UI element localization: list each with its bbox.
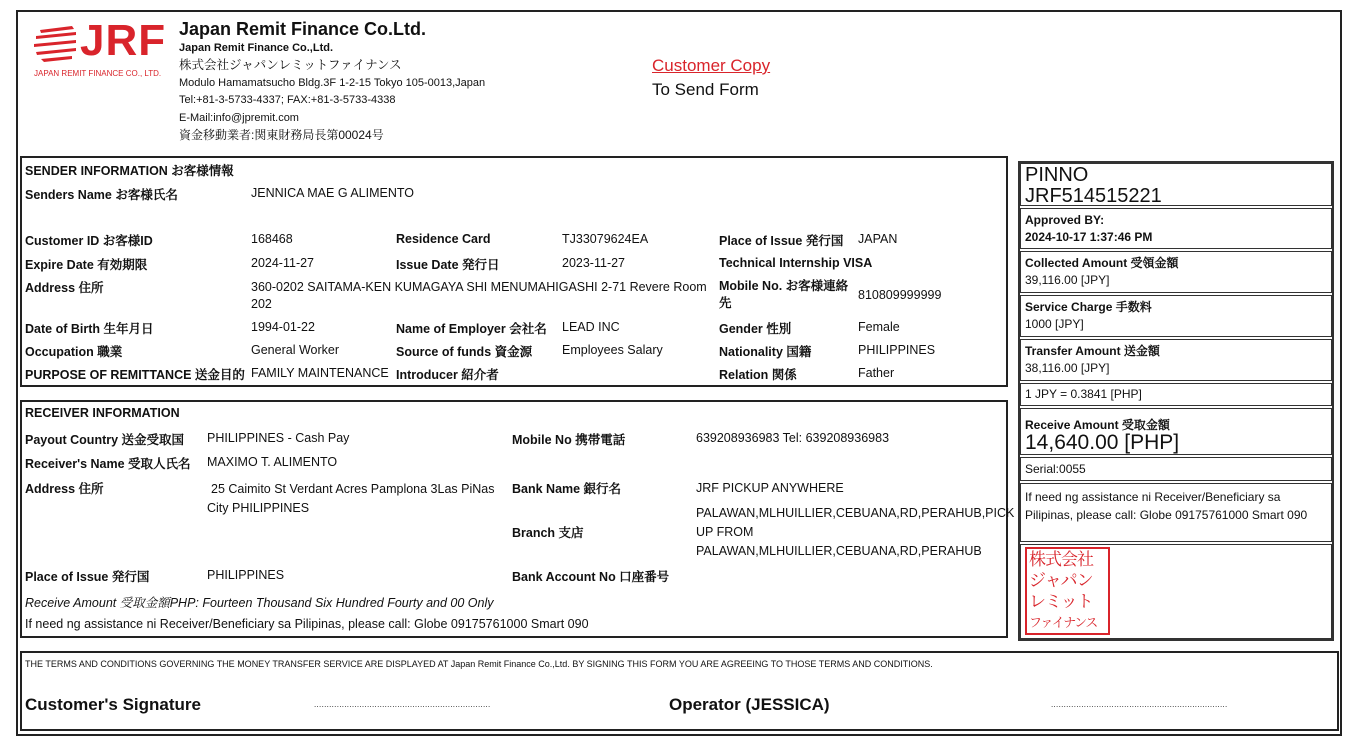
- employer-value: LEAD INC: [562, 320, 620, 334]
- service-value: 1000 [JPY]: [1025, 317, 1084, 331]
- funds-label: Source of funds 資金源: [396, 345, 533, 359]
- transfer-cell: [1020, 339, 1332, 381]
- nationality-label: Nationality 国籍: [719, 345, 812, 359]
- payout-country-label: Payout Country 送金受取国: [25, 433, 185, 447]
- collected-value: 39,116.00 [JPY]: [1025, 273, 1110, 287]
- company-seal-stamp: [1025, 547, 1110, 635]
- issue-date-value: 2023-11-27: [562, 256, 626, 270]
- summary-assist-cell: [1020, 483, 1332, 542]
- purpose-label: PURPOSE OF REMITTANCE 送金目的: [25, 368, 245, 382]
- relation-value: Father: [858, 366, 895, 380]
- company-license: 資金移動業者:関東財務局長第00024号: [179, 128, 384, 142]
- customer-id-value: 168468: [251, 232, 293, 246]
- receive-cell: [1020, 408, 1332, 455]
- receive-value: 14,640.00 [PHP]: [1025, 431, 1180, 454]
- gender-value: Female: [858, 320, 900, 334]
- dob-label: Date of Birth 生年月日: [25, 322, 154, 336]
- pinno-cell: [1020, 163, 1332, 206]
- transfer-value: 38,116.00 [JPY]: [1025, 361, 1110, 375]
- receiver-section-title: RECEIVER INFORMATION: [25, 406, 180, 420]
- sender-section-title: SENDER INFORMATION お客様情報: [25, 164, 234, 178]
- receiver-place-issue-value: PHILIPPINES: [207, 568, 285, 582]
- receiver-address-label: Address 住所: [25, 482, 104, 496]
- terms-text: THE TERMS AND CONDITIONS GOVERNING THE MONEY TRANSFER SERVICE ARE DISPLAYED AT Japan Remit Finance Co.,Ltd. BY SIGNING THIS FORM YOU ARE AGREEING TO THOSE TERMS AND CONDITIONS.: [25, 659, 933, 669]
- form-title: To Send Form: [652, 80, 759, 99]
- sender-name-label: Senders Name お客様氏名: [25, 188, 178, 202]
- sender-name-value: JENNICA MAE G ALIMENTO: [251, 186, 415, 200]
- summary-assist-note: If need ng assistance ni Receiver/Beneficiary sa Pilipinas, please call: Globe 09175761000 Smart 090: [1025, 490, 1308, 522]
- gender-label: Gender 性別: [719, 322, 792, 336]
- exchange-rate: 1 JPY = 0.3841 [PHP]: [1025, 387, 1142, 401]
- customer-signature-label: Customer's Signature: [25, 695, 201, 714]
- visa-label: Technical Internship VISA: [719, 256, 873, 270]
- bank-name-value: JRF PICKUP ANYWHERE: [696, 481, 844, 495]
- sender-place-issue-label: Place of Issue 発行国: [719, 234, 844, 248]
- sender-address-label: Address 住所: [25, 281, 104, 295]
- receiver-name-label: Receiver's Name 受取人氏名: [25, 457, 191, 471]
- purpose-value: FAMILY MAINTENANCE: [251, 366, 389, 380]
- dob-value: 1994-01-22: [251, 320, 315, 334]
- payout-country-value: PHILIPPINES - Cash Pay: [207, 431, 350, 445]
- approved-cell: [1020, 208, 1332, 249]
- sunburst-icon: [32, 22, 78, 64]
- operator-signature-label: Operator (JESSICA): [669, 695, 830, 714]
- receiver-mobile-label: Mobile No 携帯電話: [512, 433, 626, 447]
- collected-label: Collected Amount 受領金額: [1025, 256, 1179, 270]
- amount-in-words: Receive Amount 受取金額PHP: Fourteen Thousand Six Hundred Fourty and 00 Only: [25, 596, 494, 610]
- receiver-name-value: MAXIMO T. ALIMENTO: [207, 455, 338, 469]
- branch-value: PALAWAN,MLHUILLIER,CEBUANA,RD,PERAHUB,PICK UP FROM PALAWAN,MLHUILLIER,CEBUANA,RD,PERAHUB: [696, 506, 1015, 558]
- sender-mobile-label: Mobile No. お客様連絡先: [719, 279, 849, 310]
- transfer-label: Transfer Amount 送金額: [1025, 344, 1160, 358]
- company-name: Japan Remit Finance Co.Ltd.: [179, 19, 427, 39]
- logo-subtitle: JAPAN REMIT FINANCE CO., LTD.: [34, 69, 162, 78]
- company-phone: Tel:+81-3-5733-4337; FAX:+81-3-5733-4338: [179, 94, 396, 106]
- residence-label: Residence Card: [396, 232, 491, 246]
- service-cell: [1020, 295, 1332, 337]
- issue-date-label: Issue Date 発行日: [396, 258, 500, 272]
- rate-cell: [1020, 383, 1332, 406]
- sender-address-value: 360-0202 SAITAMA-KEN KUMAGAYA SHI MENUMAHIGASHI 2-71 Revere Room 202: [251, 280, 707, 311]
- customer-signature-line: ......................................................................: [314, 700, 491, 709]
- expire-date-label: Expire Date 有効期限: [25, 258, 148, 272]
- serial-cell: [1020, 457, 1332, 481]
- company-name-secondary: Japan Remit Finance Co.,Ltd.: [179, 42, 334, 54]
- stamp-line-2: ジャパン: [1029, 571, 1093, 591]
- receiver-address-value: 25 Caimito St Verdant Acres Pamplona 3Las PiNas City PHILIPPINES: [207, 482, 495, 515]
- logo-text: JRF: [80, 16, 167, 65]
- pinno-label: PINNO: [1025, 164, 1089, 186]
- service-label: Service Charge 手数料: [1025, 300, 1152, 314]
- employer-label: Name of Employer 会社名: [396, 322, 547, 336]
- expire-date-value: 2024-11-27: [251, 256, 315, 270]
- sender-place-issue-value: JAPAN: [858, 232, 898, 246]
- receiver-assist-note: If need ng assistance ni Receiver/Beneficiary sa Pilipinas, please call: Globe 09175761000 Smart 090: [25, 617, 589, 631]
- branch-label: Branch 支店: [512, 526, 584, 540]
- approved-value: 2024-10-17 1:37:46 PM: [1025, 230, 1153, 244]
- bank-account-label: Bank Account No 口座番号: [512, 570, 670, 584]
- company-email: E-Mail:info@jpremit.com: [179, 112, 299, 124]
- copy-title: Customer Copy: [652, 56, 771, 75]
- relation-label: Relation 関係: [719, 368, 797, 382]
- stamp-line-1: 株式会社: [1029, 550, 1093, 570]
- company-logo: [32, 18, 167, 80]
- operator-signature-line: ......................................................................: [1051, 700, 1228, 709]
- stamp-line-3: レミット: [1029, 592, 1093, 612]
- pinno-value: JRF514515221: [1025, 185, 1162, 207]
- company-address: Modulo Hamamatsucho Bldg.3F 1-2-15 Tokyo 105-0013,Japan: [179, 77, 486, 89]
- residence-value: TJ33079624EA: [562, 232, 649, 246]
- receiver-place-issue-label: Place of Issue 発行国: [25, 570, 150, 584]
- bank-name-label: Bank Name 銀行名: [512, 482, 622, 496]
- customer-id-label: Customer ID お客様ID: [25, 234, 153, 248]
- occupation-label: Occupation 職業: [25, 345, 123, 359]
- receive-label: Receive Amount 受取金額: [1025, 418, 1170, 432]
- introducer-label: Introducer 紹介者: [396, 368, 499, 382]
- collected-cell: [1020, 251, 1332, 293]
- company-name-jp: 株式会社ジャパンレミットファイナンス: [179, 58, 402, 72]
- funds-value: Employees Salary: [562, 343, 663, 357]
- stamp-line-4: ファイナンス: [1029, 616, 1097, 631]
- approved-label: Approved BY:: [1025, 213, 1105, 227]
- receiver-mobile-value: 639208936983 Tel: 639208936983: [696, 431, 890, 445]
- serial-number: Serial:0055: [1025, 462, 1086, 476]
- sender-mobile-value: 810809999999: [858, 288, 942, 302]
- occupation-value: General Worker: [251, 343, 339, 357]
- nationality-value: PHILIPPINES: [858, 343, 936, 357]
